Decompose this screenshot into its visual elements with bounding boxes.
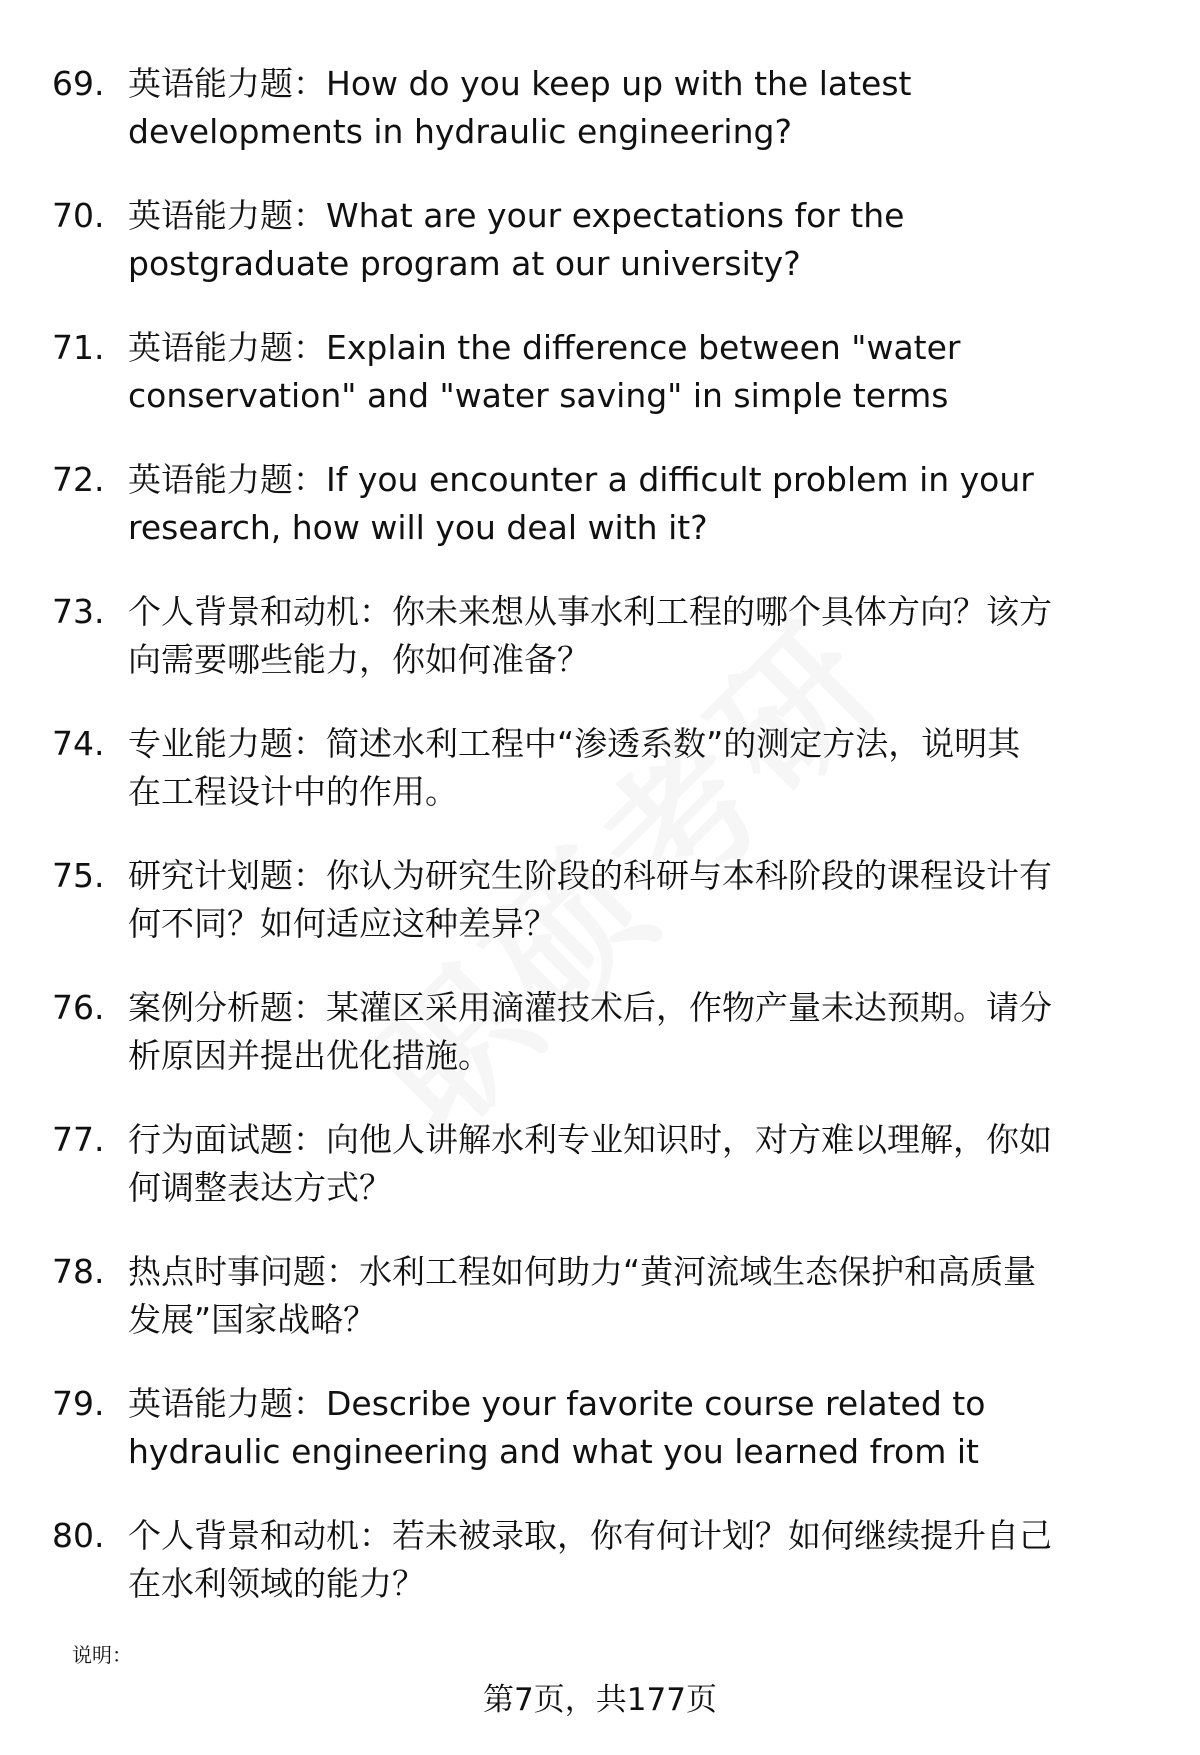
question-number: 77. (52, 1120, 105, 1159)
question-item (0, 1380, 1200, 1512)
note-label: 说明： (72, 1643, 132, 1667)
question-item (0, 720, 1200, 852)
question-number: 70. (52, 196, 105, 235)
question-text: 热点时事问题：水利工程如何助力“黄河流域生态保护和高质量 发展”国家战略？ (128, 1252, 1037, 1339)
question-text: 个人背景和动机：若未被录取，你有何计划？如何继续提升自己 在水利领域的能力？ (128, 1516, 1052, 1603)
question-text: 研究计划题：你认为研究生阶段的科研与本科阶段的课程设计有 何不同？如何适应这种差异？ (128, 856, 1052, 943)
page-footer: 第7页，共177页 (483, 1682, 717, 1718)
question-number: 75. (52, 856, 105, 895)
question-text: 英语能力题：If you encounter a difficult problem in your research, how will you deal with it? (128, 460, 1034, 547)
question-item (0, 192, 1200, 324)
question-text: 个人背景和动机：你未来想从事水利工程的哪个具体方向？该方 向需要哪些能力，你如何准备？ (128, 592, 1052, 679)
question-item (0, 324, 1200, 456)
question-number: 71. (52, 328, 105, 367)
question-text: 英语能力题：Describe your favorite course related to hydraulic engineering and what you learned from it (128, 1384, 986, 1471)
question-text: 专业能力题：简述水利工程中“渗透系数”的测定方法，说明其 在工程设计中的作用。 (128, 724, 1021, 811)
question-item (0, 1116, 1200, 1248)
question-list (0, 60, 1200, 1644)
question-item (0, 852, 1200, 984)
question-text: 行为面试题：向他人讲解水利专业知识时，对方难以理解，你如 何调整表达方式？ (128, 1120, 1052, 1207)
question-number: 78. (52, 1252, 105, 1291)
question-text: 英语能力题：How do you keep up with the latest developments in hydraulic engineering? (128, 64, 912, 151)
question-item (0, 984, 1200, 1116)
question-item (0, 1512, 1200, 1644)
question-number: 79. (52, 1384, 105, 1423)
question-text: 英语能力题：Explain the difference between "water conservation" and "water saving" in simple terms (128, 328, 961, 415)
question-number: 73. (52, 592, 105, 631)
question-text: 英语能力题：What are your expectations for the postgraduate program at our university? (128, 196, 905, 283)
question-text: 案例分析题：某灌区采用滴灌技术后，作物产量未达预期。请分 析原因并提出优化措施。 (128, 988, 1052, 1075)
question-number: 80. (52, 1516, 105, 1555)
question-item (0, 588, 1200, 720)
question-item (0, 1248, 1200, 1380)
question-number: 74. (52, 724, 105, 763)
question-number: 69. (52, 64, 105, 103)
question-item (0, 60, 1200, 192)
question-item (0, 456, 1200, 588)
question-number: 76. (52, 988, 105, 1027)
question-number: 72. (52, 460, 105, 499)
